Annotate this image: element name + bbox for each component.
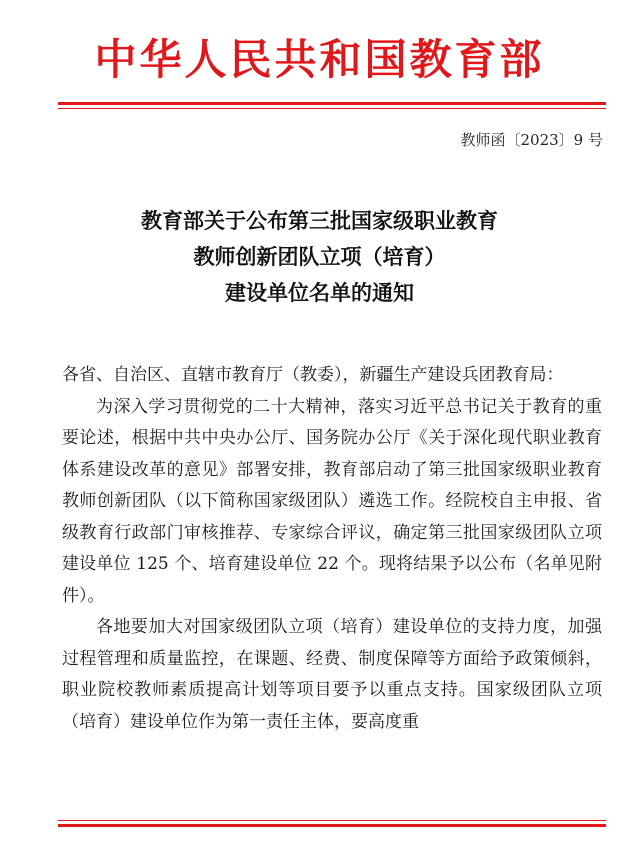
body-paragraph-2: 各地要加大对国家级团队立项（培育）建设单位的支持力度，加强过程管理和质量监控，在课题、经费、制度保障等方面给予政策倾斜，职业院校教师素质提高计划等项目要予以重点支持。国家级团队立项（培育）建设单位作为第一责任主体，要高度重 (62, 617, 602, 732)
notice-title (0, 203, 639, 311)
salutation: 各省、自治区、直辖市教育厅（教委），新疆生产建设兵团教育局： (62, 365, 564, 385)
footer-divider-thick (58, 824, 606, 827)
notice-title-line-2: 教师创新团队立项（培育） (193, 244, 446, 269)
footer-divider-thin (58, 820, 606, 821)
notice-title-line-1: 教育部关于公布第三批国家级职业教育 (141, 208, 498, 233)
body-paragraph-1: 为深入学习贯彻党的二十大精神，落实习近平总书记关于教育的重要论述，根据中共中央办公厅、国务院办公厅《关于深化现代职业教育体系建设改革的意见》部署安排，教育部启动了第三批国家级职业教育教师创新团队（以下简称国家级团队）遴选工作。经院校自主申报、省级教育行政部门审核推荐、专家综合评议，确定第三批国家级团队立项建设单位 125 个、培育建设单位 22 个。现将结果予以公布（名单见附件）。 (62, 396, 602, 606)
letterhead-title: 中华人民共和国教育部 (94, 35, 545, 84)
notice-body (62, 360, 602, 738)
letterhead-divider-thin (58, 108, 606, 109)
letterhead-divider-thick (58, 102, 606, 105)
document-number: 教师函〔2023〕9 号 (460, 131, 603, 149)
notice-title-line-3: 建设单位名单的通知 (225, 280, 414, 305)
